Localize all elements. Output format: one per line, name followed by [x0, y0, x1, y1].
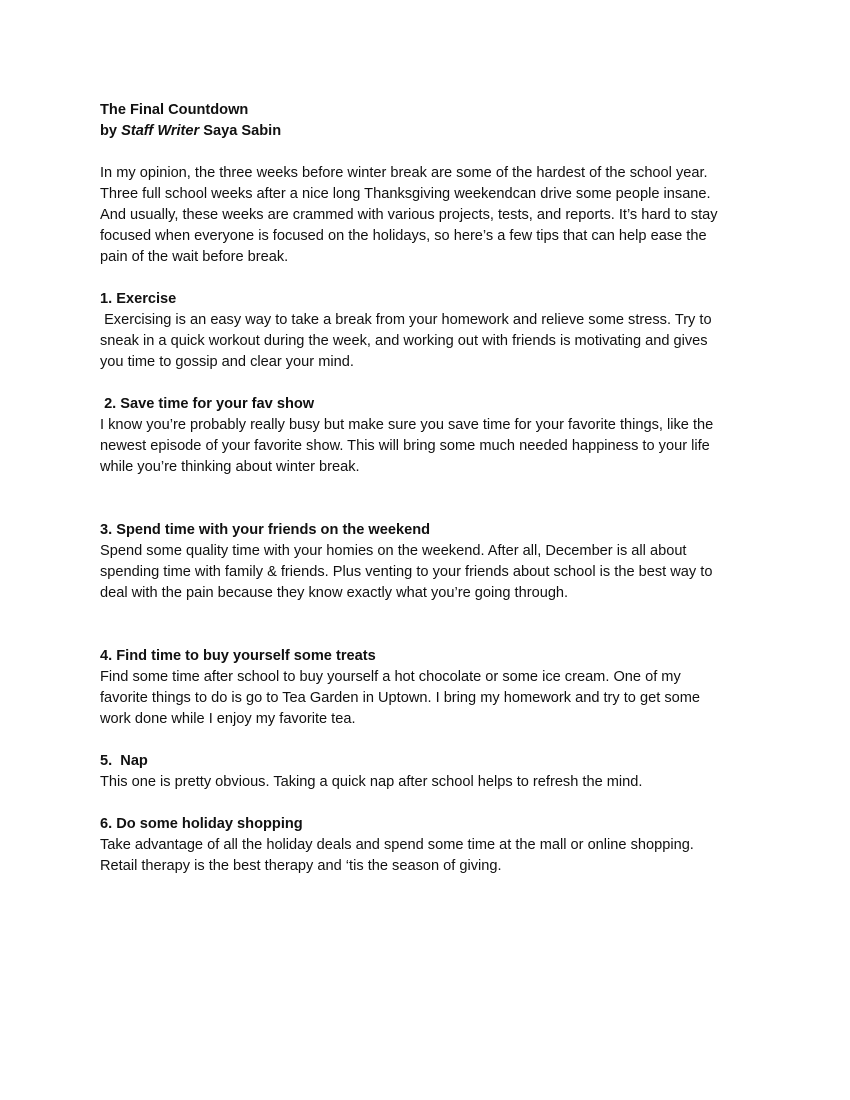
document-page	[100, 100, 760, 877]
tip-line: Exercising is an easy way to take a break from your homework and relieve some stress. Try to	[100, 312, 712, 328]
tip-line: Retail therapy is the best therapy and ‘tis the season of giving.	[100, 858, 502, 874]
tip-line: Find some time after school to buy yourself a hot chocolate or some ice cream. One of my	[100, 669, 681, 685]
intro-line: focused when everyone is focused on the holidays, so here’s a few tips that can help ease the	[100, 228, 707, 244]
spacer	[100, 793, 760, 814]
tip-line: while you’re thinking about winter break.	[100, 459, 360, 475]
tip-heading: 3. Spend time with your friends on the weekend	[100, 522, 431, 538]
tip-section-1	[100, 289, 760, 373]
tip-heading: 2. Save time for your fav show	[100, 396, 315, 412]
tip-heading: 4. Find time to buy yourself some treats	[100, 648, 376, 664]
tip-line: deal with the pain because they know exactly what you’re going through.	[100, 585, 569, 601]
tip-section-2	[100, 394, 760, 478]
intro-line: Three full school weeks after a nice long Thanksgiving weekendcan drive some people insane.	[100, 186, 711, 202]
tip-heading: 6. Do some holiday shopping	[100, 816, 303, 832]
tip-section-6	[100, 814, 760, 877]
tip-line: work done while I enjoy my favorite tea.	[100, 711, 356, 727]
spacer	[100, 730, 760, 751]
tip-line: you time to gossip and clear your mind.	[100, 354, 354, 370]
byline-role: Staff Writer	[121, 123, 200, 139]
tip-section-5	[100, 751, 760, 793]
tip-heading: 1. Exercise	[100, 291, 177, 307]
article-title: The Final Countdown	[100, 102, 249, 118]
tip-line: sneak in a quick workout during the week, and working out with friends is motivating and gives	[100, 333, 708, 349]
tip-section-4	[100, 646, 760, 730]
intro-line: In my opinion, the three weeks before winter break are some of the hardest of the school year.	[100, 165, 708, 181]
tip-line: I know you’re probably really busy but make sure you save time for your favorite things, like the	[100, 417, 714, 433]
byline-author: Saya Sabin	[199, 123, 282, 139]
intro-line: And usually, these weeks are crammed with various projects, tests, and reports. It’s hard to stay	[100, 207, 718, 223]
spacer	[100, 373, 760, 394]
tip-heading: 5. Nap	[100, 753, 148, 769]
tip-line: newest episode of your favorite show. This will bring some much needed happiness to your life	[100, 438, 710, 454]
tip-line: favorite things to do is go to Tea Garden in Uptown. I bring my homework and try to get some	[100, 690, 701, 706]
spacer	[100, 142, 760, 163]
tip-line: This one is pretty obvious. Taking a quick nap after school helps to refresh the mind.	[100, 774, 643, 790]
tip-section-3	[100, 520, 760, 604]
tip-line: Spend some quality time with your homies on the weekend. After all, December is all about	[100, 543, 687, 559]
tip-line: Take advantage of all the holiday deals and spend some time at the mall or online shopping.	[100, 837, 694, 853]
tip-line: spending time with family & friends. Plus venting to your friends about school is the best way to	[100, 564, 713, 580]
intro-line: pain of the wait before break.	[100, 249, 289, 265]
article-byline	[100, 121, 760, 142]
intro-paragraph	[100, 163, 760, 268]
spacer	[100, 268, 760, 289]
spacer	[100, 478, 760, 520]
byline-prefix: by	[100, 123, 122, 139]
spacer	[100, 604, 760, 646]
